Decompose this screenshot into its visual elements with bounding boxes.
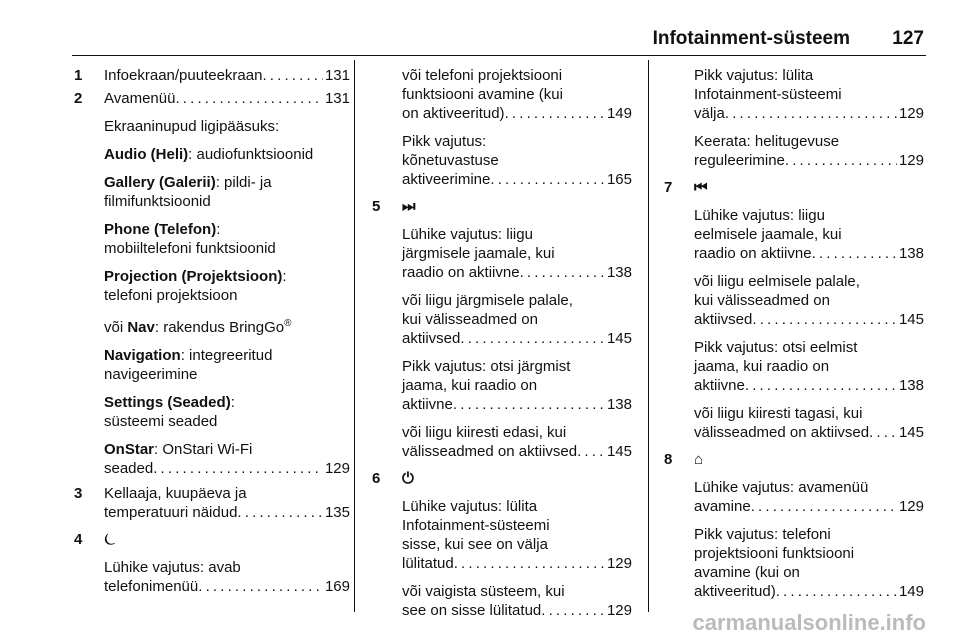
page-ref: 129 <box>898 105 924 122</box>
entry-number: 5 <box>372 198 381 215</box>
toc-line: on aktiveeritud) . . . 149 <box>402 104 632 123</box>
entry-number: 3 <box>74 485 83 502</box>
entry-number: 7 <box>664 179 673 196</box>
page-ref: 138 <box>606 396 632 413</box>
page-ref: 149 <box>606 105 632 122</box>
column-divider-2 <box>648 60 649 612</box>
item-phone-cont: mobiiltelefoni funktsioonid <box>104 240 276 257</box>
entry-number: 2 <box>74 90 83 107</box>
next-track-icon: ⏭ <box>402 198 416 215</box>
item-navigation: Navigation: integreeritud <box>104 347 273 364</box>
item-audio: Audio (Heli): audiofunktsioonid <box>104 146 314 163</box>
toc-line: avamine . . . 129 <box>694 497 924 516</box>
toc-line: aktiivsed . . . 145 <box>402 329 632 348</box>
page-header <box>0 26 960 56</box>
page-ref: 138 <box>606 264 632 281</box>
page-ref: 129 <box>898 152 924 169</box>
toc-line: raadio on aktiivne . . . 138 <box>694 244 924 263</box>
entry-6: 6 ⏻ Lühike vajutus: lülita Infotainment-süsteemi sisse, kui see on välja lülitatud . . . 129 või vaigista süsteem, kui see on sisse lülitatud . . . 129 <box>370 469 632 620</box>
item-nav: või Nav: rakendus BringGo® <box>104 318 292 336</box>
column-2 <box>370 66 632 620</box>
entry-number: 1 <box>74 67 83 84</box>
page-ref: 138 <box>898 245 924 262</box>
entry-number: 4 <box>74 531 83 548</box>
header-rule <box>72 55 926 56</box>
toc-line: reguleerimine . . . 129 <box>694 151 924 170</box>
toc-line: raadio on aktiivne . . . 138 <box>402 263 632 282</box>
toc-line: aktiivne . . . 138 <box>694 376 924 395</box>
item-gallery: Gallery (Galerii): pildi- ja <box>104 174 272 191</box>
power-icon: ⏻ <box>402 470 414 487</box>
page-ref: 138 <box>898 377 924 394</box>
column-divider-1 <box>354 60 355 612</box>
toc-line: aktiveeritud) . . . 149 <box>694 582 924 601</box>
page-ref: 129 <box>898 498 924 515</box>
entry-7: 7 ⏮ Lühike vajutus: liigu eelmisele jaamale, kui raadio on aktiivne . . . 138 või liigu eelmisele palale, kui välisseadmed on aktiivsed . . . 145 Pikk vajutus: otsi eelmist jaama, kui raadio on aktiivne . . . 138 või liigu kiiresti tagasi, kui välisseadmed on aktiivsed . . . 145 <box>662 178 924 442</box>
toc-line: lülitatud . . . 129 <box>402 554 632 573</box>
toc-line: telefonimenüü . . . 169 <box>104 577 350 596</box>
page-ref: 169 <box>324 578 350 595</box>
toc-line: seaded . . . 129 <box>104 459 350 478</box>
item-navigation-cont: navigeerimine <box>104 366 198 383</box>
entry-4: 4 ⏾ Lühike vajutus: avab telefonimenüü . . . 169 <box>72 530 350 596</box>
item-projection: Projection (Projektsioon): <box>104 268 287 285</box>
toc-line: välisseadmed on aktiivsed . . . 145 <box>694 423 924 442</box>
column-3 <box>662 66 924 601</box>
phone-icon: ⏾ <box>104 531 116 548</box>
entry-8: 8 ⌂ Lühike vajutus: avamenüü avamine . . . 129 Pikk vajutus: telefoni projektsiooni funktsiooni avamine (kui on aktiveeritud) . . . 149 <box>662 450 924 601</box>
entry-2 <box>72 89 350 478</box>
page-number: 127 <box>892 28 924 49</box>
toc-line: temperatuuri näidud . . . 135 <box>104 503 350 522</box>
entry-6-cont: Pikk vajutus: lülita Infotainment-süsteemi välja . . . 129 Keerata: helitugevuse reguleerimine . . . 129 <box>662 66 924 170</box>
page-title: Infotainment-süsteem <box>652 28 850 49</box>
page-ref: 131 <box>324 90 350 107</box>
home-icon: ⌂ <box>694 451 704 468</box>
page-ref: 145 <box>898 311 924 328</box>
item-projection-cont: telefoni projektsioon <box>104 287 238 304</box>
toc-line: aktiivsed . . . 145 <box>694 310 924 329</box>
item-phone: Phone (Telefon): <box>104 221 221 238</box>
column-1 <box>72 66 350 596</box>
previous-track-icon: ⏮ <box>694 179 708 196</box>
entry-3: 3 Kellaaja, kuupäeva ja temperatuuri näidud . . . 135 <box>72 484 350 522</box>
page-ref: 145 <box>606 443 632 460</box>
toc-line: Avamenüü . . . 131 <box>104 89 350 108</box>
entry-number: 6 <box>372 470 381 487</box>
item-gallery-cont: filmifunktsioonid <box>104 193 211 210</box>
page-ref: 149 <box>898 583 924 600</box>
page-ref: 131 <box>324 67 350 84</box>
item-onstar: OnStar: OnStari Wi-Fi <box>104 441 253 458</box>
toc-line: aktiivne . . . 138 <box>402 395 632 414</box>
page-ref: 165 <box>606 171 632 188</box>
entry-4-cont: või telefoni projektsiooni funktsiooni avamine (kui on aktiveeritud) . . . 149 Pikk vajutus: kõnetuvastuse aktiveerimine . . . 165 <box>370 66 632 189</box>
page-ref: 145 <box>606 330 632 347</box>
screen-buttons-heading: Ekraaninupud ligipääsuks: <box>104 118 280 135</box>
page-ref: 135 <box>324 504 350 521</box>
item-settings: Settings (Seaded): <box>104 394 235 411</box>
entry-number: 8 <box>664 451 673 468</box>
entry-1 <box>72 66 350 85</box>
toc-line: aktiveerimine . . . 165 <box>402 170 632 189</box>
toc-line: Infoekraan/puuteekraan . . . 131 <box>104 66 350 85</box>
item-settings-cont: süsteemi seaded <box>104 413 218 430</box>
toc-line: välja . . . 129 <box>694 104 924 123</box>
page-ref: 129 <box>606 555 632 572</box>
toc-line: see on sisse lülitatud . . . 129 <box>402 601 632 620</box>
page-ref: 129 <box>606 602 632 619</box>
page-ref: 129 <box>324 460 350 477</box>
entry-5: 5 ⏭ Lühike vajutus: liigu järgmisele jaamale, kui raadio on aktiivne . . . 138 või liigu järgmisele palale, kui välisseadmed on aktiivsed . . . 145 Pikk vajutus: otsi järgmist jaama, kui raadio on aktiivne . . . 138 või liigu kiiresti edasi, kui välisseadmed on aktiivsed . . . 145 <box>370 197 632 461</box>
page-ref: 145 <box>898 424 924 441</box>
watermark: carmanualsonline.info <box>692 610 926 635</box>
toc-line: välisseadmed on aktiivsed . . . 145 <box>402 442 632 461</box>
